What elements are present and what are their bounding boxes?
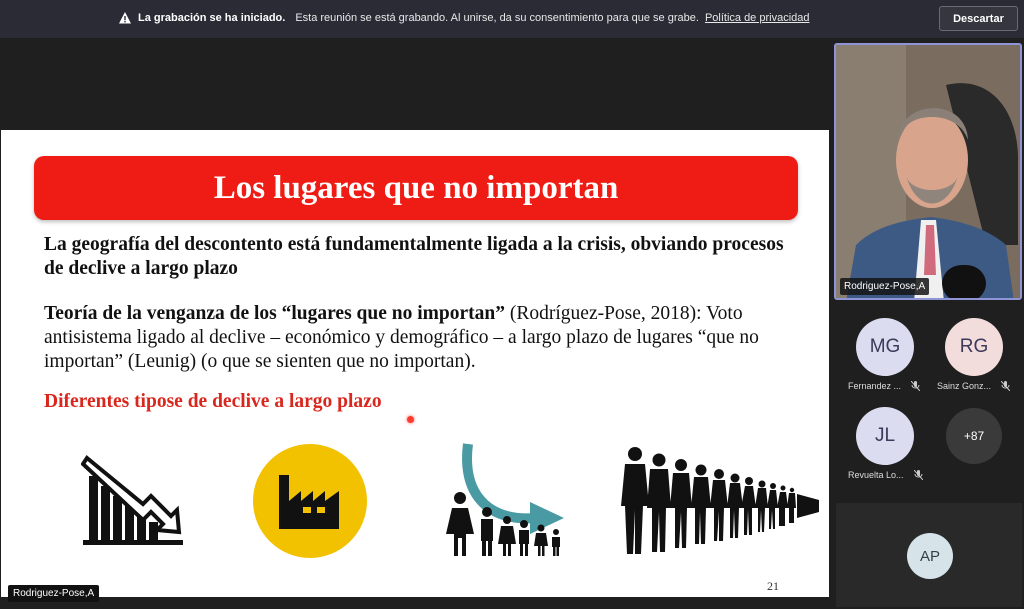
slide-paragraph-1: La geografía del descontento está fundamentalmente ligada a la crisis, obviando procesos de declive a largo plazo xyxy=(44,234,784,279)
mic-off-icon xyxy=(1001,381,1010,391)
participant-tile-rg[interactable] xyxy=(931,318,1019,400)
presenter-video-feed xyxy=(836,45,1022,300)
participant-tile-mg[interactable] xyxy=(842,318,930,400)
active-participant-avatar[interactable]: AP xyxy=(907,533,953,579)
participant-name xyxy=(848,381,920,391)
factory-icon xyxy=(251,443,369,559)
discard-button[interactable]: Descartar xyxy=(939,6,1018,31)
declining-chart-icon xyxy=(81,452,186,548)
more-participants-button[interactable]: +87 xyxy=(946,408,1002,464)
banner-title: La grabación se ha iniciado. xyxy=(138,12,286,24)
laser-pointer xyxy=(407,416,414,423)
participant-name-text: Fernandez ... xyxy=(848,381,902,391)
privacy-policy-link[interactable]: Política de privacidad xyxy=(704,12,810,24)
paragraph-2-bold: Teoría de la venganza de los “lugares que no importan” xyxy=(44,303,505,324)
unemployment-queue-icon xyxy=(621,446,819,558)
participant-name-text: Sainz Gonz... xyxy=(937,381,992,391)
banner-message: Esta reunión se está grabando. Al unirse, da su consentimiento para que se grabe. xyxy=(295,12,699,24)
slide-subheading: Diferentes tipose de declive a largo plazo xyxy=(44,391,382,412)
shrinking-family-icon xyxy=(444,440,568,560)
recording-banner xyxy=(0,0,1024,38)
avatar xyxy=(945,318,1003,376)
avatar-initials: MG xyxy=(869,336,901,357)
participant-name-text: Revuelta Lo... xyxy=(848,470,904,480)
paragraph-2-text: (Rodríguez-Pose, 2018): Voto antisistema ligado al declive – económico y demográfico – a largo plazo de lugares “que no importan” (Leunig) (o que se sienten que no importan). xyxy=(44,303,759,372)
presenter-video[interactable] xyxy=(834,43,1022,300)
slide-title: Los lugares que no importan xyxy=(213,169,619,206)
participant-name xyxy=(937,381,1010,391)
avatar xyxy=(856,407,914,465)
participant-tile-jl[interactable] xyxy=(842,407,930,489)
avatar-initials: RG xyxy=(959,336,989,357)
presenter-video-label: Rodriguez-Pose,A xyxy=(840,278,929,295)
shared-screen-stage xyxy=(0,38,832,609)
mic-off-icon xyxy=(911,381,920,391)
presentation-slide xyxy=(1,130,829,597)
mic-off-icon xyxy=(914,470,923,480)
avatar xyxy=(856,318,914,376)
slide-paragraph-2 xyxy=(44,302,814,374)
presenter-name-label: Rodriguez-Pose,A xyxy=(8,585,99,602)
warning-icon xyxy=(118,11,132,25)
slide-page-number: 21 xyxy=(767,579,779,593)
slide-title-bar xyxy=(34,156,798,220)
avatar-initials: JL xyxy=(874,425,896,446)
participant-name xyxy=(848,470,923,480)
